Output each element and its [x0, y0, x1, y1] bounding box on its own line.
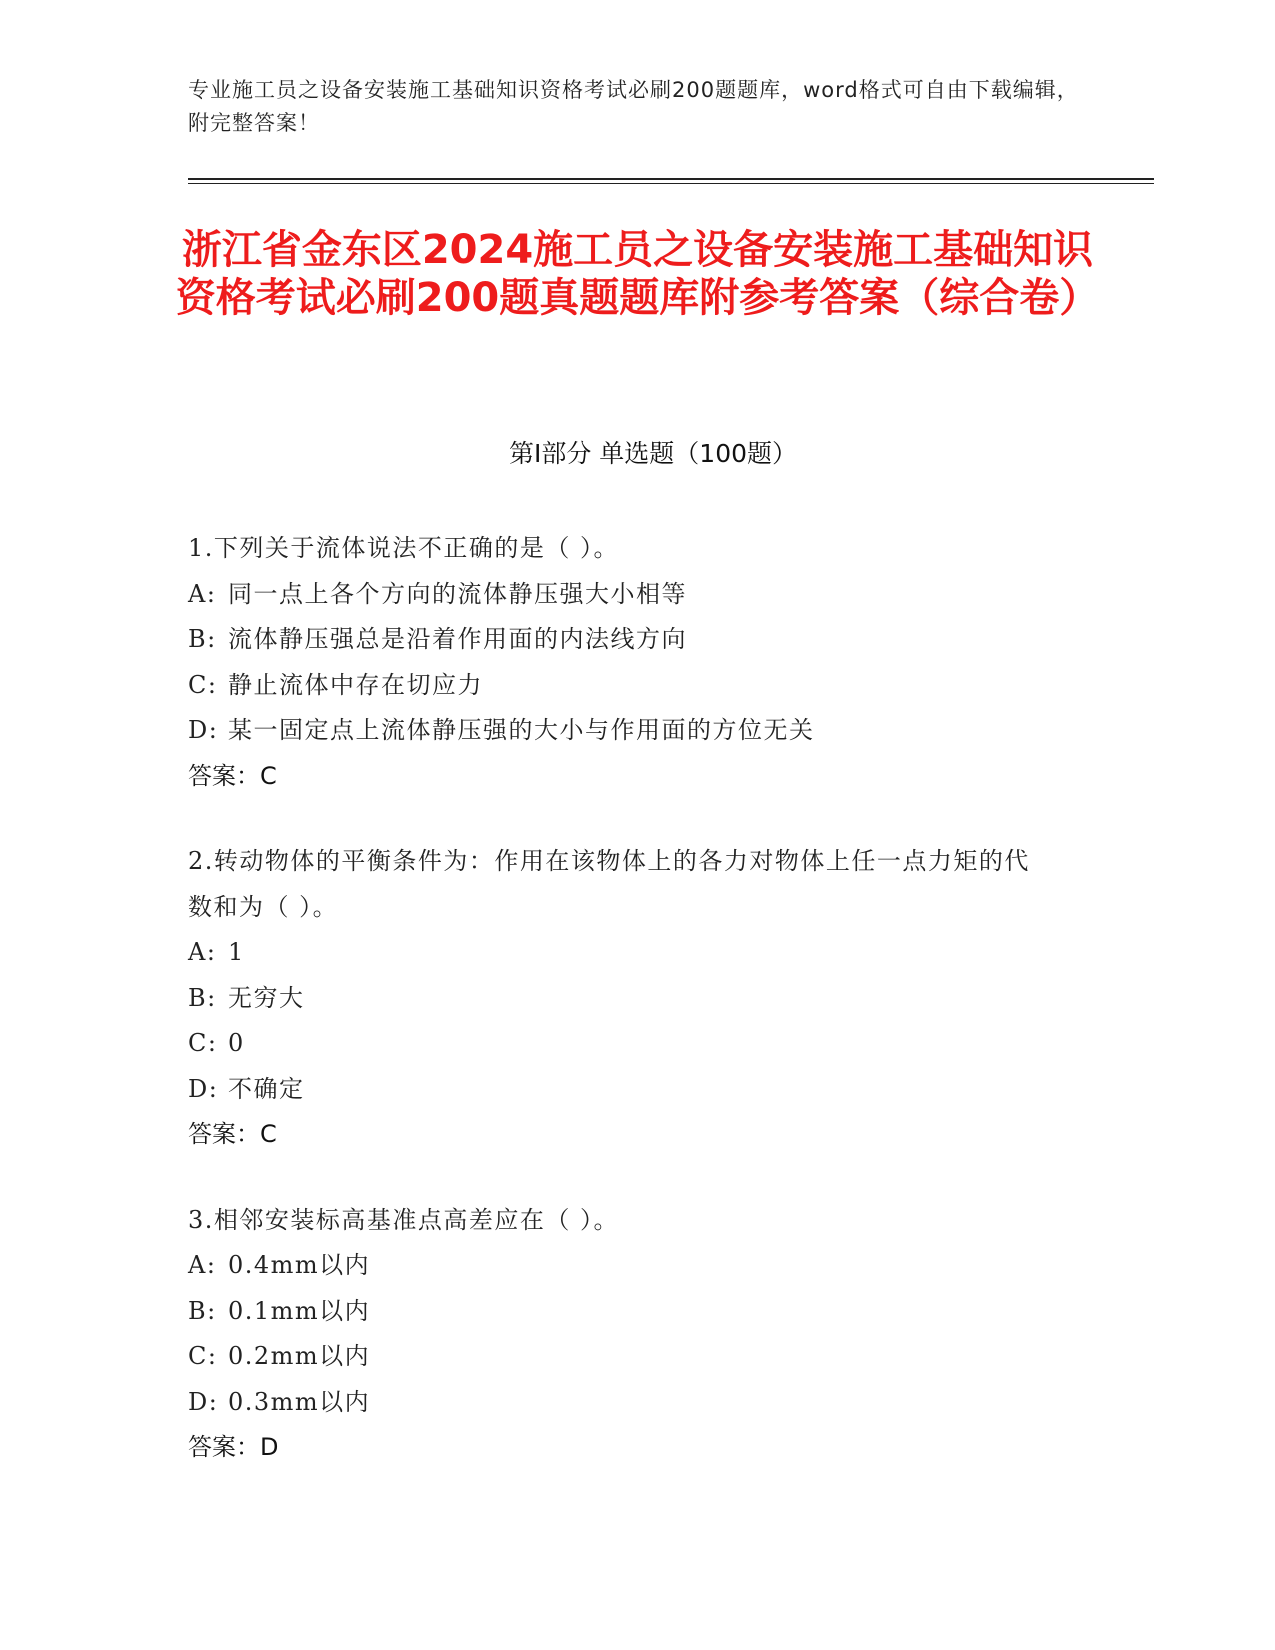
option-text: 不确定	[228, 1074, 305, 1103]
answer-line	[188, 1112, 1088, 1158]
option-text: 某一固定点上流体静压强的大小与作用面的方位无关	[228, 716, 815, 744]
answer-value: C	[260, 761, 277, 790]
option-c	[188, 663, 1088, 709]
option-letter: D:	[188, 1074, 219, 1103]
answer-prefix: 答案：	[188, 761, 260, 790]
answer-line	[188, 1425, 1088, 1471]
option-text: 静止流体中存在切应力	[228, 670, 483, 699]
option-letter: C:	[188, 670, 218, 699]
option-letter: B:	[188, 625, 217, 653]
option-letter: D:	[188, 1387, 219, 1416]
option-b	[188, 617, 1088, 663]
question-stem: 3.相邻安装标高基准点高差应在（ ）。	[188, 1205, 620, 1234]
section-title: 第Ⅰ部分 单选题（100题）	[508, 439, 798, 468]
option-letter: A:	[188, 579, 217, 608]
question-stem: 2.转动物体的平衡条件为：作用在该物体上的各力对物体上任一点力矩的代数和为（ ）。	[188, 847, 1030, 921]
option-text: 0.2mm以内	[228, 1342, 371, 1370]
option-letter: B:	[188, 983, 217, 1012]
option-c	[188, 1021, 1088, 1067]
option-b	[188, 1289, 1088, 1335]
option-a	[188, 1243, 1088, 1289]
question-stem: 1.下列关于流体说法不正确的是（ ）。	[188, 534, 620, 562]
option-letter: A:	[188, 938, 217, 966]
option-text: 1	[228, 938, 245, 966]
option-text: 同一点上各个方向的流体静压强大小相等	[228, 579, 687, 608]
answer-value: D	[260, 1433, 279, 1461]
header-note: 专业施工员之设备安装施工基础知识资格考试必刷200题题库，word格式可自由下载编辑，附完整答案！	[188, 78, 1079, 135]
option-letter: A:	[188, 1251, 217, 1279]
question-3	[188, 1198, 1088, 1471]
option-a	[188, 930, 1088, 976]
option-d	[188, 1380, 1088, 1426]
option-letter: C:	[188, 1029, 218, 1057]
question-2	[188, 839, 1088, 1158]
option-letter: C:	[188, 1342, 218, 1370]
option-c	[188, 1334, 1088, 1380]
option-text: 流体静压强总是沿着作用面的内法线方向	[228, 625, 687, 653]
option-text: 0.3mm以内	[228, 1387, 371, 1416]
question-1	[188, 526, 1088, 799]
option-text: 无穷大	[228, 983, 305, 1012]
answer-value: C	[260, 1120, 277, 1148]
answer-prefix: 答案：	[188, 1120, 260, 1148]
option-a	[188, 572, 1088, 618]
answer-prefix: 答案：	[188, 1433, 260, 1461]
option-b	[188, 976, 1088, 1022]
option-letter: D:	[188, 716, 219, 744]
question-list	[188, 526, 1088, 1511]
answer-line	[188, 754, 1088, 800]
header-divider-thin	[188, 183, 1154, 184]
option-d	[188, 1067, 1088, 1113]
header-divider-thick	[188, 178, 1154, 180]
option-text: 0.4mm以内	[228, 1251, 371, 1279]
option-text: 0.1mm以内	[228, 1296, 371, 1325]
option-d	[188, 708, 1088, 754]
option-letter: B:	[188, 1296, 217, 1325]
document-title: 浙江省金东区2024施工员之设备安装施工基础知识资格考试必刷200题真题题库附参考答案（综合卷）	[175, 227, 1100, 321]
option-text: 0	[228, 1029, 245, 1057]
